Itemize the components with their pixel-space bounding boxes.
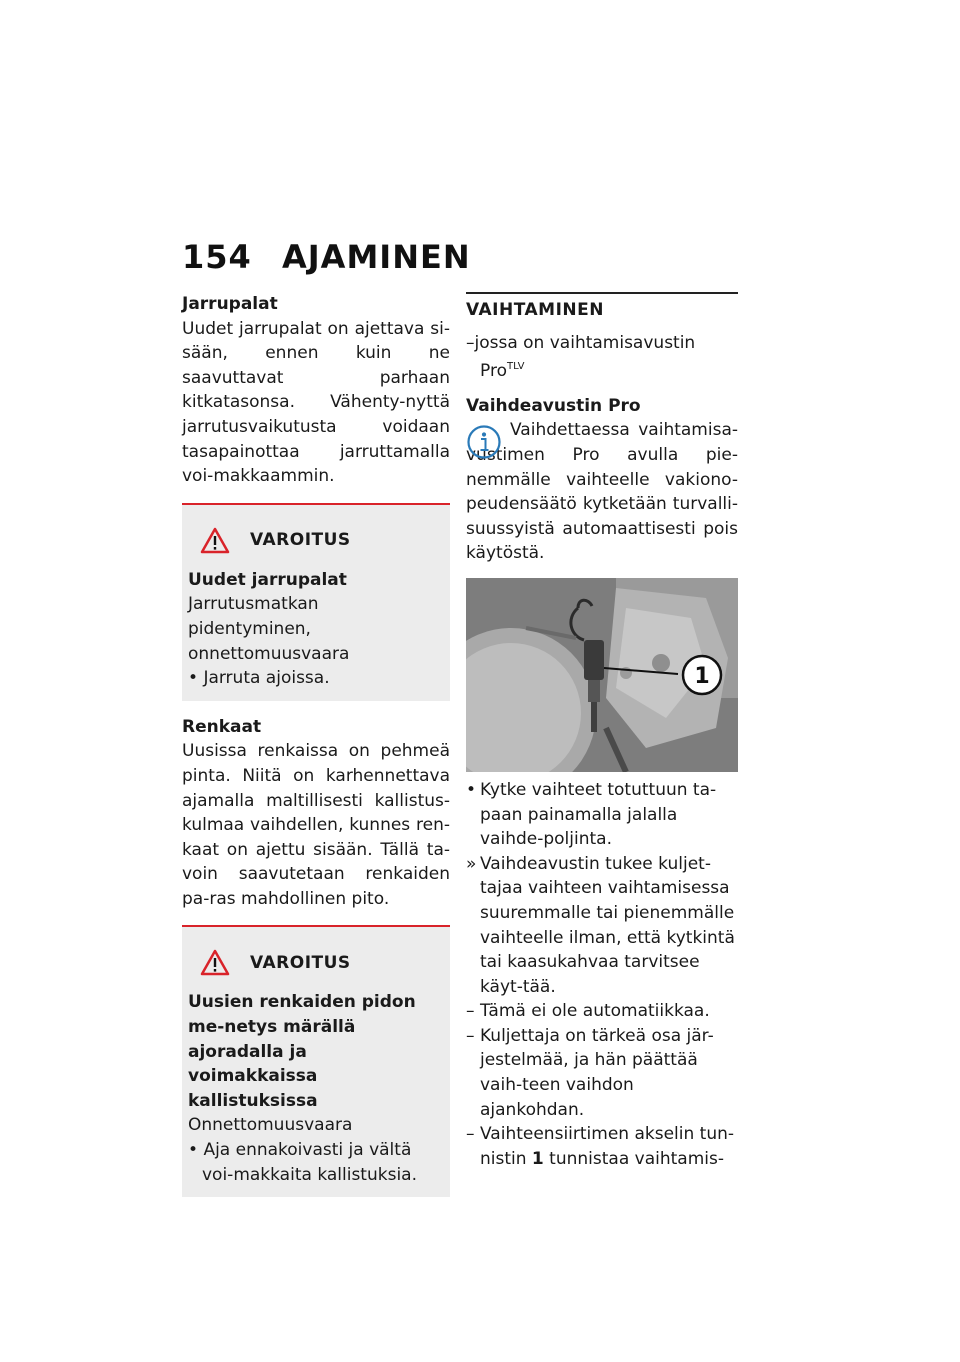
warning-box-tyres [182,925,450,1197]
warning-text: Onnettomuusvaara [188,1115,353,1136]
warning-instruction: • Aja ennakoivasti ja vältä voi-makkaita kallistuksia. [188,1140,417,1185]
option-note-text: jossa on vaihtamisavustin Pro [474,332,696,382]
warning-instruction-text: Jarruta ajoissa. [203,668,330,689]
option-note: –jossa on vaihtamisavustin Pro$^{TLV}$ [466,332,696,382]
list-marker: – [466,1124,475,1145]
warning-triangle-icon [200,949,230,976]
instruction-list [466,778,738,1172]
warning-instruction: • Jarruta ajoissa. [188,668,330,689]
left-column [182,292,450,1211]
section-rule [466,292,738,323]
section-title: VAIHTAMINEN [466,300,604,320]
warning-label: VAROITUS [250,529,351,550]
chapter-title: AJAMINEN [282,238,471,276]
shift-sensor-figure [466,578,738,772]
list-item-text: Tämä ei ole automatiikkaa. [480,1001,710,1022]
list-item-text: Vaihdeavustin tukee kuljet-tajaa vaihteen vaihtamisessa suuremmalle tai pienemmälle vaihteelle ilman, että kytkintä tai kaasukahvaa tarvitsee käyt-tää. [480,853,735,997]
tyres-heading: Renkaat [182,716,262,737]
list-marker: – [466,1001,475,1022]
page-number: 154 [182,238,252,276]
list-item-text: Vaihteensiirtimen akselin tun-nistin [480,1124,735,1169]
figure-callout-1: 1 [694,663,710,689]
warning-triangle-icon [200,527,230,554]
list-item [466,999,738,1024]
brake-pads-heading: Jarrupalat [182,294,278,314]
list-item-text: Kuljettaja on tärkeä osa jär-jestelmää, ja hän päättää vaih-teen vaihdon ajankohdan. [480,1025,714,1120]
warning-label: VAROITUS [250,952,351,973]
list-item [466,852,738,1000]
list-marker: • [466,779,477,800]
assist-text: Vaihdettaessa vaihtamisa-vustimen Pro avulla pie-nemmälle vaihteelle vakiono-peudensäätö kytketään turvalli-suussyistä automaattisesti pois käytöstä. [466,420,738,564]
list-item [466,1024,738,1122]
option-code: TLV [506,361,525,373]
callout-reference: 1 [531,1148,544,1169]
shift-sensor-illustration [466,578,738,772]
warning-instruction-text: Aja ennakoivasti ja vältä voi-makkaita kallistuksia. [202,1140,417,1185]
list-item-text: tunnistaa vaihtamis- [543,1148,724,1169]
warning-header [200,527,442,554]
list-item [466,778,738,852]
list-marker: » [466,853,477,874]
list-item [466,1122,738,1171]
tyres-text: Uusissa renkaissa on pehmeä pinta. Niitä on karhennettava ajamalla maltillisesti kallistus-kulmaa vaihdellen, kunnes ren-kaat on ajettu sisään. Tällä ta-voin saavutetaan renkaiden pa-ras mahdollinen pito. [182,741,450,909]
list-item-text: Kytke vaihteet totuttuun ta-paan painamalla jalalla vaihde-poljinta. [480,779,717,850]
list-marker: – [466,1025,475,1046]
warning-text: Jarrutusmatkan pidentyminen, onnettomuusvaara [188,594,350,664]
info-icon [466,424,502,460]
warning-subject: Uusien renkaiden pidon me-netys märällä ajoradalla ja voimakkaissa kallistuksissa [188,992,416,1111]
page-header [182,238,471,276]
warning-subject: Uudet jarrupalat [188,569,347,590]
assist-heading: Vaihdeavustin Pro [466,395,641,416]
right-column [466,292,738,1171]
warning-header [200,949,442,976]
brake-pads-text: Uudet jarrupalat on ajettava si-sään, ennen kuin ne saavuttavat parhaan kitkatasonsa. Vähenty-nyttä jarrutusvaikutusta voidaan tasapainottaa jarruttamalla voi-makkaammin. [182,318,450,487]
warning-box-brakes [182,503,450,701]
info-note [466,418,738,566]
